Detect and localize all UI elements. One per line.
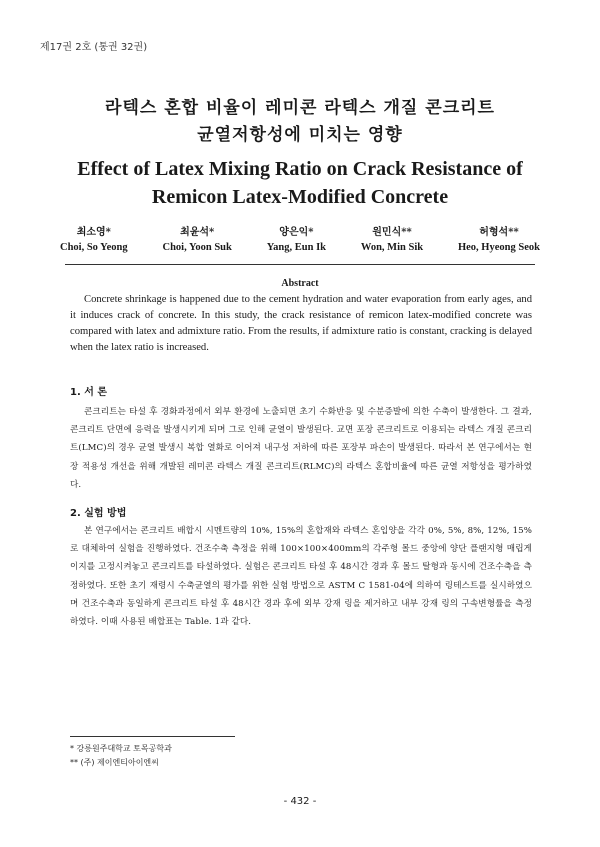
title-english-line1: Effect of Latex Mixing Ratio on Crack Resistance of <box>77 158 523 180</box>
section-body-method: 본 연구에서는 콘크리트 배합시 시멘트량의 10%, 15%의 혼합재와 라텍스 혼입양을 각각 0%, 5%, 8%, 12%, 15%로 대체하여 실험을 진행하였다. 건조수축 측정을 위해 100×100×400mm의 각주형 몰드 중앙에 양단 플랜지형 매립게이지를 고정시켜놓고 콘크리트를 타설하였다. 실험은 콘크리트 타설 후 48시간 경과 후 몰드 탈형과 동시에 건조수축을 측정하였다. 또한 초기 재령시 수축균열의 평가를 위한 실험 방법으로 ASTM C 1581-04에 의하여 링테스트를 실시하였으며 건조수축과 동일하게 콘크리트 타설 후 48시간 경과 후에 외부 강재 링을 제거하고 내부 강재 링의 구속변형률을 측정하였다. 이때 사용된 배합표는 Table. 1과 같다. <box>70 526 532 628</box>
author-divider <box>65 264 535 265</box>
author-name-korean: 최윤석* <box>180 227 215 238</box>
author-name-english: Choi, So Yeong <box>60 242 128 253</box>
journal-issue-header: 제17권 2호 (통권 32권) <box>40 42 148 53</box>
author-1 <box>60 223 128 253</box>
footnote-affiliation-1: * 강릉원주대학교 토목공학과 <box>70 744 172 753</box>
author-name-korean: 원민식** <box>372 227 412 238</box>
title-korean-line1: 라텍스 혼합 비율이 레미콘 라텍스 개질 콘크리트 <box>105 98 495 118</box>
author-name-korean: 최소영* <box>76 227 111 238</box>
author-name-english: Yang, Eun Ik <box>266 242 327 253</box>
title-korean-line2: 균열저항성에 미치는 영향 <box>197 125 403 145</box>
author-5 <box>458 223 540 253</box>
author-name-korean: 양은익* <box>279 227 314 238</box>
section-heading-method: 2. 실험 방법 <box>70 508 127 519</box>
title-english-line2: Remicon Latex-Modified Concrete <box>151 186 449 208</box>
page-number: - 432 - <box>283 796 317 807</box>
abstract-heading: Abstract <box>281 278 319 289</box>
author-name-english: Won, Min Sik <box>360 242 424 253</box>
author-4 <box>361 223 423 253</box>
author-list <box>60 223 540 253</box>
footnote-affiliation-2: ** (주) 제이엔티아이엔씨 <box>70 758 159 767</box>
author-name-english: Choi, Yoon Suk <box>162 242 232 253</box>
author-name-korean: 허형석** <box>479 227 519 238</box>
author-name-english: Heo, Hyeong Seok <box>457 242 540 253</box>
section-body-introduction: 콘크리트는 타설 후 경화과정에서 외부 환경에 노출되면 초기 수화반응 및 수분증발에 의한 수축이 발생한다. 그 결과, 콘크리트 단면에 응력을 발생시키게 되며 그로 인해 균열이 발생된다. 교면 포장 콘크리트로 이용되는 라텍스 개질 콘크리트(LMC)의 경우 균열 발생시 복합 열화로 이어져 내구성 저하에 따른 포장부 파손이 발생된다. 따라서 본 연구에서는 현장 적용성 개선을 위해 개발된 레미콘 라텍스 개질 콘크리트(RLMC)의 라텍스 혼합비율에 따른 균열 저항성을 평가하였다. <box>70 407 532 490</box>
section-heading-introduction: 1. 서 론 <box>70 387 108 398</box>
abstract-text: Concrete shrinkage is happened due to the cement hydration and water evaporation from early ages, and it induces crack of concrete. In this study, the crack resistance of remicon latex-modified concrete was compared with latex and admixture ratio. From the results, if admixture ratio is constant, cracking is delayed when the latex ratio is increased. <box>70 294 532 353</box>
footnote-divider <box>70 736 235 737</box>
author-3 <box>267 223 326 253</box>
author-2 <box>163 223 232 253</box>
